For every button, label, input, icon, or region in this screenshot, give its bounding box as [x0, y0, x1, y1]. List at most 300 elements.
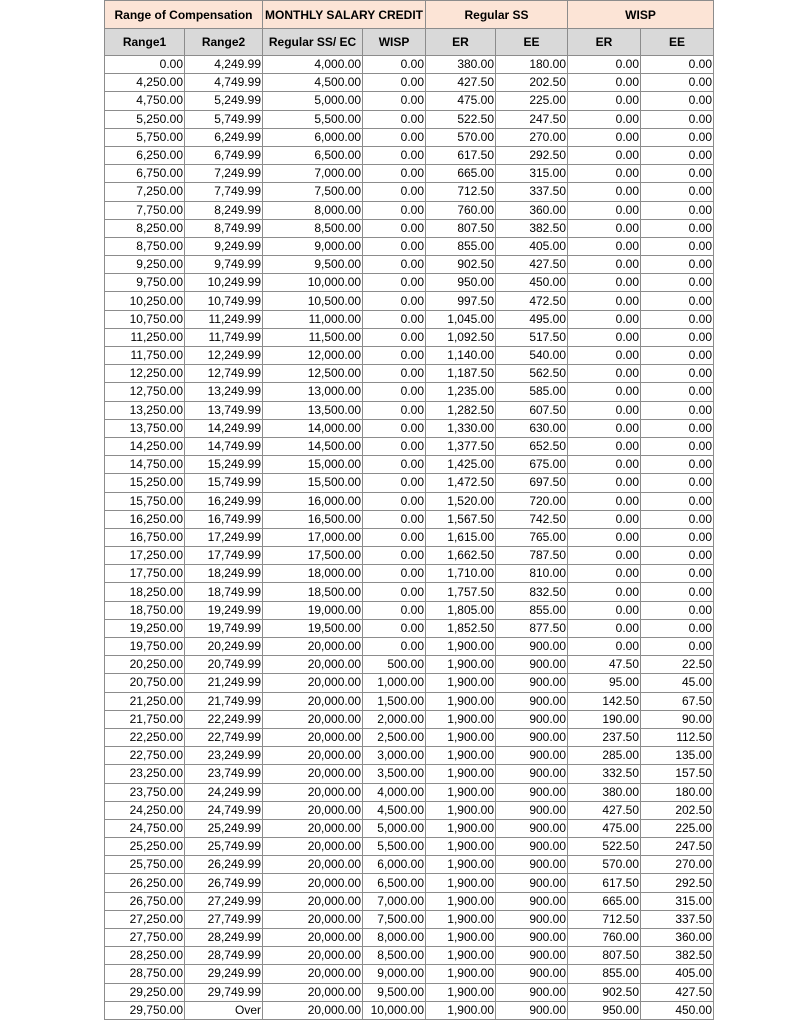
- cell-range1: 6,250.00: [105, 146, 185, 164]
- cell-msc-wisp: 0.00: [363, 328, 426, 346]
- cell-range2: 26,749.99: [185, 874, 263, 892]
- cell-regular-er: 1,330.00: [426, 419, 496, 437]
- cell-range1: 11,750.00: [105, 347, 185, 365]
- cell-wisp-ee: 0.00: [641, 92, 714, 110]
- cell-range1: 7,250.00: [105, 183, 185, 201]
- cell-wisp-ee: 382.50: [641, 947, 714, 965]
- table-row: [105, 92, 714, 110]
- cell-regular-ee: 900.00: [496, 801, 568, 819]
- cell-range2: 27,749.99: [185, 910, 263, 928]
- cell-range2: 18,749.99: [185, 583, 263, 601]
- cell-msc-wisp: 1,000.00: [363, 674, 426, 692]
- cell-range1: 10,250.00: [105, 292, 185, 310]
- cell-msc-regular: 20,000.00: [263, 801, 363, 819]
- table-row: [105, 728, 714, 746]
- cell-msc-regular: 11,000.00: [263, 310, 363, 328]
- cell-regular-er: 1,900.00: [426, 910, 496, 928]
- cell-wisp-ee: 0.00: [641, 601, 714, 619]
- cell-wisp-ee: 0.00: [641, 583, 714, 601]
- cell-wisp-er: 0.00: [568, 92, 641, 110]
- cell-regular-er: 1,900.00: [426, 929, 496, 947]
- cell-range1: 9,250.00: [105, 256, 185, 274]
- cell-msc-wisp: 0.00: [363, 128, 426, 146]
- cell-regular-ee: 292.50: [496, 146, 568, 164]
- table-row: [105, 292, 714, 310]
- cell-msc-wisp: 9,000.00: [363, 965, 426, 983]
- cell-regular-ee: 450.00: [496, 274, 568, 292]
- cell-range1: 28,250.00: [105, 947, 185, 965]
- table-row: [105, 565, 714, 583]
- table-row: [105, 965, 714, 983]
- cell-wisp-ee: 135.00: [641, 747, 714, 765]
- cell-range1: 24,750.00: [105, 819, 185, 837]
- cell-regular-ee: 900.00: [496, 874, 568, 892]
- cell-range1: 17,250.00: [105, 547, 185, 565]
- table-row: [105, 892, 714, 910]
- cell-msc-regular: 6,500.00: [263, 146, 363, 164]
- group-header-row: [105, 1, 714, 29]
- cell-range1: 4,750.00: [105, 92, 185, 110]
- cell-wisp-ee: 337.50: [641, 910, 714, 928]
- wisp-header: WISP: [568, 1, 714, 29]
- cell-regular-er: 1,472.50: [426, 474, 496, 492]
- cell-wisp-ee: 0.00: [641, 383, 714, 401]
- cell-regular-er: 570.00: [426, 128, 496, 146]
- cell-wisp-er: 190.00: [568, 710, 641, 728]
- cell-wisp-er: 0.00: [568, 619, 641, 637]
- table-row: [105, 310, 714, 328]
- cell-wisp-er: 0.00: [568, 583, 641, 601]
- cell-range1: 5,750.00: [105, 128, 185, 146]
- cell-regular-ee: 900.00: [496, 747, 568, 765]
- table-row: [105, 328, 714, 346]
- cell-regular-er: 1,377.50: [426, 437, 496, 455]
- cell-wisp-ee: 0.00: [641, 619, 714, 637]
- cell-msc-wisp: 0.00: [363, 256, 426, 274]
- cell-range1: 9,750.00: [105, 274, 185, 292]
- cell-range1: 5,250.00: [105, 110, 185, 128]
- cell-wisp-er: 0.00: [568, 110, 641, 128]
- cell-regular-er: 1,805.00: [426, 601, 496, 619]
- cell-wisp-ee: 112.50: [641, 728, 714, 746]
- cell-wisp-er: 0.00: [568, 183, 641, 201]
- cell-range2: 23,749.99: [185, 765, 263, 783]
- cell-regular-er: 1,757.50: [426, 583, 496, 601]
- table-row: [105, 419, 714, 437]
- cell-range1: 21,750.00: [105, 710, 185, 728]
- table-row: [105, 656, 714, 674]
- cell-msc-regular: 14,500.00: [263, 437, 363, 455]
- cell-msc-regular: 20,000.00: [263, 947, 363, 965]
- cell-range1: 8,750.00: [105, 237, 185, 255]
- cell-range2: 23,249.99: [185, 747, 263, 765]
- cell-range2: 22,749.99: [185, 728, 263, 746]
- cell-range1: 16,250.00: [105, 510, 185, 528]
- cell-msc-regular: 20,000.00: [263, 819, 363, 837]
- cell-msc-regular: 20,000.00: [263, 656, 363, 674]
- cell-wisp-ee: 270.00: [641, 856, 714, 874]
- cell-range1: 15,750.00: [105, 492, 185, 510]
- cell-regular-er: 1,140.00: [426, 347, 496, 365]
- cell-range2: 25,249.99: [185, 819, 263, 837]
- cell-regular-ee: 495.00: [496, 310, 568, 328]
- cell-wisp-ee: 0.00: [641, 456, 714, 474]
- cell-wisp-ee: 0.00: [641, 183, 714, 201]
- cell-range2: 21,249.99: [185, 674, 263, 692]
- cell-range2: 14,749.99: [185, 437, 263, 455]
- table-row: [105, 765, 714, 783]
- cell-regular-ee: 202.50: [496, 74, 568, 92]
- cell-wisp-er: 0.00: [568, 474, 641, 492]
- cell-msc-regular: 5,000.00: [263, 92, 363, 110]
- cell-range2: 8,749.99: [185, 219, 263, 237]
- cell-wisp-ee: 0.00: [641, 437, 714, 455]
- cell-regular-ee: 900.00: [496, 929, 568, 947]
- cell-range2: 16,249.99: [185, 492, 263, 510]
- cell-msc-regular: 20,000.00: [263, 983, 363, 1001]
- cell-msc-regular: 9,500.00: [263, 256, 363, 274]
- cell-regular-ee: 472.50: [496, 292, 568, 310]
- cell-range1: 12,750.00: [105, 383, 185, 401]
- cell-range2: 20,249.99: [185, 638, 263, 656]
- cell-regular-er: 1,520.00: [426, 492, 496, 510]
- cell-msc-regular: 20,000.00: [263, 728, 363, 746]
- cell-regular-ee: 225.00: [496, 92, 568, 110]
- cell-regular-ee: 900.00: [496, 656, 568, 674]
- cell-regular-ee: 900.00: [496, 856, 568, 874]
- cell-msc-wisp: 0.00: [363, 146, 426, 164]
- cell-wisp-er: 0.00: [568, 146, 641, 164]
- table-row: [105, 619, 714, 637]
- column-header-row: [105, 29, 714, 56]
- table-row: [105, 710, 714, 728]
- cell-msc-wisp: 8,500.00: [363, 947, 426, 965]
- cell-wisp-er: 0.00: [568, 510, 641, 528]
- cell-msc-regular: 20,000.00: [263, 674, 363, 692]
- cell-regular-ee: 900.00: [496, 765, 568, 783]
- cell-wisp-ee: 0.00: [641, 292, 714, 310]
- cell-regular-er: 1,900.00: [426, 801, 496, 819]
- cell-regular-ee: 900.00: [496, 983, 568, 1001]
- cell-wisp-ee: 427.50: [641, 983, 714, 1001]
- cell-range1: 26,750.00: [105, 892, 185, 910]
- table-row: [105, 510, 714, 528]
- table-row: [105, 274, 714, 292]
- cell-regular-er: 1,900.00: [426, 1001, 496, 1019]
- cell-range1: 18,250.00: [105, 583, 185, 601]
- cell-wisp-er: 0.00: [568, 383, 641, 401]
- cell-regular-ee: 900.00: [496, 819, 568, 837]
- cell-msc-regular: 20,000.00: [263, 747, 363, 765]
- cell-regular-er: 380.00: [426, 56, 496, 74]
- cell-wisp-ee: 450.00: [641, 1001, 714, 1019]
- cell-msc-wisp: 0.00: [363, 510, 426, 528]
- cell-regular-ee: 810.00: [496, 565, 568, 583]
- cell-range1: 8,250.00: [105, 219, 185, 237]
- cell-wisp-ee: 0.00: [641, 474, 714, 492]
- cell-msc-wisp: 0.00: [363, 365, 426, 383]
- cell-range2: 9,749.99: [185, 256, 263, 274]
- cell-wisp-ee: 0.00: [641, 419, 714, 437]
- cell-range2: 14,249.99: [185, 419, 263, 437]
- cell-regular-er: 807.50: [426, 219, 496, 237]
- cell-range2: 6,249.99: [185, 128, 263, 146]
- cell-wisp-ee: 0.00: [641, 638, 714, 656]
- cell-msc-wisp: 0.00: [363, 419, 426, 437]
- cell-wisp-ee: 67.50: [641, 692, 714, 710]
- cell-wisp-ee: 0.00: [641, 328, 714, 346]
- table-row: [105, 601, 714, 619]
- cell-msc-wisp: 4,000.00: [363, 783, 426, 801]
- cell-range2: 26,249.99: [185, 856, 263, 874]
- cell-wisp-ee: 202.50: [641, 801, 714, 819]
- cell-range1: 24,250.00: [105, 801, 185, 819]
- cell-msc-regular: 10,000.00: [263, 274, 363, 292]
- table-row: [105, 256, 714, 274]
- cell-regular-er: 1,900.00: [426, 747, 496, 765]
- cell-msc-wisp: 0.00: [363, 110, 426, 128]
- cell-regular-ee: 697.50: [496, 474, 568, 492]
- column-header-range1: Range1: [105, 29, 185, 56]
- cell-regular-ee: 720.00: [496, 492, 568, 510]
- cell-range1: 28,750.00: [105, 965, 185, 983]
- cell-wisp-er: 0.00: [568, 274, 641, 292]
- cell-wisp-ee: 0.00: [641, 565, 714, 583]
- cell-wisp-er: 0.00: [568, 456, 641, 474]
- cell-msc-wisp: 0.00: [363, 456, 426, 474]
- cell-wisp-er: 665.00: [568, 892, 641, 910]
- cell-msc-regular: 9,000.00: [263, 237, 363, 255]
- cell-wisp-ee: 180.00: [641, 783, 714, 801]
- cell-regular-er: 902.50: [426, 256, 496, 274]
- column-header-wisp-ee: EE: [641, 29, 714, 56]
- cell-regular-ee: 540.00: [496, 347, 568, 365]
- cell-regular-ee: 337.50: [496, 183, 568, 201]
- cell-regular-ee: 405.00: [496, 237, 568, 255]
- cell-range1: 27,250.00: [105, 910, 185, 928]
- table-row: [105, 583, 714, 601]
- cell-msc-wisp: 1,500.00: [363, 692, 426, 710]
- cell-regular-ee: 562.50: [496, 365, 568, 383]
- table-row: [105, 819, 714, 837]
- column-header-msc-regular: Regular SS/ EC: [263, 29, 363, 56]
- cell-wisp-er: 0.00: [568, 128, 641, 146]
- table-row: [105, 365, 714, 383]
- cell-range2: 8,249.99: [185, 201, 263, 219]
- cell-msc-wisp: 6,000.00: [363, 856, 426, 874]
- column-header-regular-er: ER: [426, 29, 496, 56]
- cell-msc-regular: 16,000.00: [263, 492, 363, 510]
- cell-range2: 27,249.99: [185, 892, 263, 910]
- cell-regular-er: 427.50: [426, 74, 496, 92]
- table-row: [105, 237, 714, 255]
- cell-msc-regular: 13,500.00: [263, 401, 363, 419]
- range-of-compensation-header: Range of Compensation: [105, 1, 263, 29]
- cell-wisp-er: 0.00: [568, 74, 641, 92]
- table-row: [105, 528, 714, 546]
- cell-regular-ee: 900.00: [496, 692, 568, 710]
- cell-regular-er: 1,852.50: [426, 619, 496, 637]
- cell-msc-regular: 20,000.00: [263, 910, 363, 928]
- cell-wisp-ee: 0.00: [641, 528, 714, 546]
- table-row: [105, 347, 714, 365]
- cell-range2: 24,749.99: [185, 801, 263, 819]
- table-row: [105, 947, 714, 965]
- regular-ss-header: Regular SS: [426, 1, 568, 29]
- cell-regular-ee: 900.00: [496, 965, 568, 983]
- cell-regular-er: 1,900.00: [426, 692, 496, 710]
- cell-msc-regular: 13,000.00: [263, 383, 363, 401]
- cell-wisp-er: 47.50: [568, 656, 641, 674]
- cell-msc-wisp: 2,000.00: [363, 710, 426, 728]
- cell-msc-wisp: 0.00: [363, 601, 426, 619]
- cell-wisp-er: 855.00: [568, 965, 641, 983]
- cell-msc-wisp: 6,500.00: [363, 874, 426, 892]
- cell-msc-wisp: 0.00: [363, 56, 426, 74]
- cell-msc-wisp: 0.00: [363, 437, 426, 455]
- cell-regular-er: 997.50: [426, 292, 496, 310]
- cell-msc-regular: 20,000.00: [263, 783, 363, 801]
- table-row: [105, 201, 714, 219]
- cell-wisp-ee: 0.00: [641, 347, 714, 365]
- cell-regular-er: 1,900.00: [426, 892, 496, 910]
- cell-wisp-er: 0.00: [568, 256, 641, 274]
- cell-wisp-er: 570.00: [568, 856, 641, 874]
- cell-range2: 24,249.99: [185, 783, 263, 801]
- cell-wisp-er: 427.50: [568, 801, 641, 819]
- column-header-msc-wisp: WISP: [363, 29, 426, 56]
- cell-range2: 16,749.99: [185, 510, 263, 528]
- cell-wisp-er: 760.00: [568, 929, 641, 947]
- cell-regular-ee: 877.50: [496, 619, 568, 637]
- cell-msc-wisp: 7,500.00: [363, 910, 426, 928]
- cell-msc-regular: 8,000.00: [263, 201, 363, 219]
- cell-wisp-er: 712.50: [568, 910, 641, 928]
- table-row: [105, 638, 714, 656]
- table-row: [105, 983, 714, 1001]
- cell-range2: 28,749.99: [185, 947, 263, 965]
- cell-msc-regular: 17,000.00: [263, 528, 363, 546]
- cell-wisp-ee: 0.00: [641, 365, 714, 383]
- cell-range1: 19,750.00: [105, 638, 185, 656]
- cell-regular-er: 1,900.00: [426, 656, 496, 674]
- cell-wisp-er: 0.00: [568, 401, 641, 419]
- cell-regular-ee: 630.00: [496, 419, 568, 437]
- cell-range1: 13,750.00: [105, 419, 185, 437]
- cell-regular-ee: 900.00: [496, 638, 568, 656]
- table-row: [105, 146, 714, 164]
- cell-msc-regular: 14,000.00: [263, 419, 363, 437]
- cell-range2: 7,749.99: [185, 183, 263, 201]
- cell-range2: 11,749.99: [185, 328, 263, 346]
- cell-msc-wisp: 0.00: [363, 583, 426, 601]
- cell-msc-wisp: 0.00: [363, 219, 426, 237]
- cell-msc-wisp: 0.00: [363, 183, 426, 201]
- cell-regular-er: 1,900.00: [426, 765, 496, 783]
- cell-wisp-ee: 0.00: [641, 128, 714, 146]
- cell-regular-ee: 900.00: [496, 710, 568, 728]
- cell-wisp-er: 522.50: [568, 838, 641, 856]
- cell-regular-er: 1,045.00: [426, 310, 496, 328]
- cell-regular-ee: 180.00: [496, 56, 568, 74]
- cell-regular-er: 1,092.50: [426, 328, 496, 346]
- cell-msc-wisp: 0.00: [363, 528, 426, 546]
- cell-range2: 29,749.99: [185, 983, 263, 1001]
- table-row: [105, 219, 714, 237]
- cell-range1: 0.00: [105, 56, 185, 74]
- cell-msc-wisp: 0.00: [363, 201, 426, 219]
- cell-wisp-er: 950.00: [568, 1001, 641, 1019]
- table-row: [105, 856, 714, 874]
- table-row: [105, 401, 714, 419]
- cell-wisp-ee: 45.00: [641, 674, 714, 692]
- cell-regular-er: 1,900.00: [426, 783, 496, 801]
- cell-wisp-er: 0.00: [568, 201, 641, 219]
- cell-range2: 7,249.99: [185, 165, 263, 183]
- cell-wisp-ee: 0.00: [641, 219, 714, 237]
- cell-regular-er: 1,282.50: [426, 401, 496, 419]
- cell-wisp-er: 0.00: [568, 365, 641, 383]
- cell-wisp-er: 0.00: [568, 601, 641, 619]
- cell-wisp-ee: 0.00: [641, 256, 714, 274]
- cell-regular-ee: 855.00: [496, 601, 568, 619]
- cell-msc-regular: 11,500.00: [263, 328, 363, 346]
- cell-wisp-ee: 22.50: [641, 656, 714, 674]
- cell-regular-ee: 900.00: [496, 783, 568, 801]
- cell-wisp-er: 807.50: [568, 947, 641, 965]
- cell-wisp-er: 617.50: [568, 874, 641, 892]
- cell-range2: 29,249.99: [185, 965, 263, 983]
- column-header-regular-ee: EE: [496, 29, 568, 56]
- cell-msc-wisp: 7,000.00: [363, 892, 426, 910]
- cell-wisp-ee: 225.00: [641, 819, 714, 837]
- table-row: [105, 929, 714, 947]
- table-row: [105, 838, 714, 856]
- cell-range2: 5,249.99: [185, 92, 263, 110]
- table-row: [105, 110, 714, 128]
- cell-wisp-er: 0.00: [568, 219, 641, 237]
- cell-range1: 11,250.00: [105, 328, 185, 346]
- cell-wisp-er: 902.50: [568, 983, 641, 1001]
- cell-wisp-ee: 405.00: [641, 965, 714, 983]
- cell-range1: 23,750.00: [105, 783, 185, 801]
- cell-range2: 19,749.99: [185, 619, 263, 637]
- cell-range1: 29,750.00: [105, 1001, 185, 1019]
- cell-msc-regular: 20,000.00: [263, 692, 363, 710]
- cell-wisp-er: 0.00: [568, 56, 641, 74]
- cell-regular-ee: 382.50: [496, 219, 568, 237]
- cell-range2: 21,749.99: [185, 692, 263, 710]
- cell-wisp-ee: 0.00: [641, 401, 714, 419]
- cell-msc-wisp: 3,000.00: [363, 747, 426, 765]
- table-row: [105, 456, 714, 474]
- cell-regular-er: 1,900.00: [426, 710, 496, 728]
- cell-regular-er: 1,425.00: [426, 456, 496, 474]
- cell-wisp-ee: 315.00: [641, 892, 714, 910]
- cell-range2: 9,249.99: [185, 237, 263, 255]
- cell-regular-ee: 675.00: [496, 456, 568, 474]
- cell-range1: 25,250.00: [105, 838, 185, 856]
- cell-msc-wisp: 9,500.00: [363, 983, 426, 1001]
- cell-regular-ee: 832.50: [496, 583, 568, 601]
- cell-wisp-ee: 0.00: [641, 274, 714, 292]
- cell-range1: 16,750.00: [105, 528, 185, 546]
- cell-wisp-er: 0.00: [568, 437, 641, 455]
- cell-wisp-ee: 90.00: [641, 710, 714, 728]
- cell-range1: 6,750.00: [105, 165, 185, 183]
- cell-regular-ee: 270.00: [496, 128, 568, 146]
- cell-wisp-er: 0.00: [568, 292, 641, 310]
